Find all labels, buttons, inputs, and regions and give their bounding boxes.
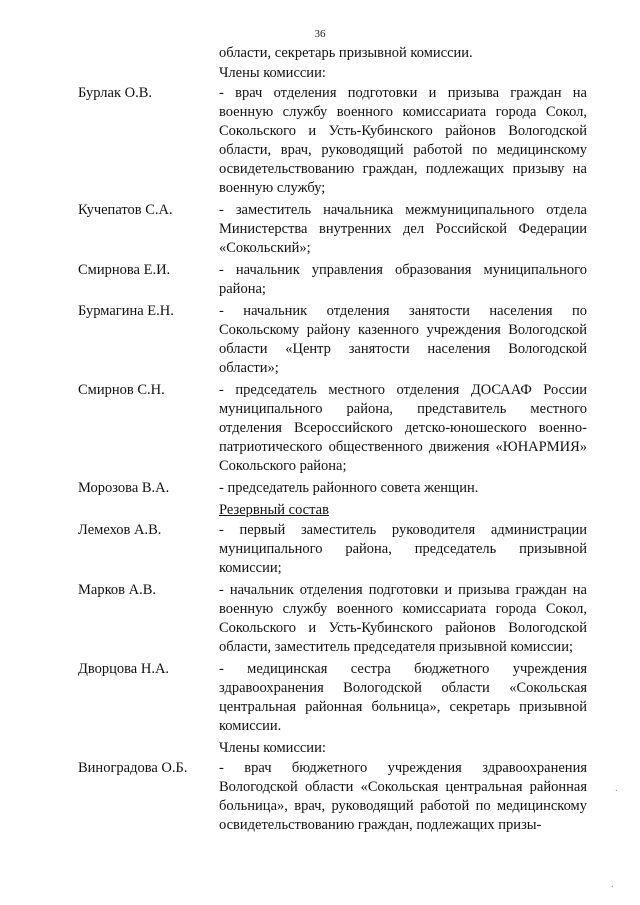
member-entry xyxy=(0,302,640,378)
member-entry xyxy=(0,261,640,299)
member-entry xyxy=(0,84,640,198)
scan-speck: · xyxy=(610,882,614,893)
continuation-text: области, секретарь призывной комиссии. xyxy=(219,45,473,61)
member-role: - начальник отделения занятости населения по Сокольскому району казенного учреждения Вологодской области «Центр занятости населения Вологодской области»; xyxy=(219,303,587,376)
member-entry xyxy=(0,381,640,476)
reserve-member-role: - врач бюджетного учреждения здравоохранения Вологодской области «Сокольская центральная районная больница», врач, руководящий работой по медицинскому освидетельствованию граждан, подлежащих призы- xyxy=(219,760,587,833)
reserve-role: - начальник отделения подготовки и призыва граждан на военную службу военного комиссариата города Сокол, Сокольского и Усть-Кубинского районов Вологодской области, заместитель председателя призывной комиссии; xyxy=(219,582,587,655)
member-name: Бурлак О.В. xyxy=(78,85,153,101)
member-name: Смирнова Е.И. xyxy=(78,262,171,278)
reserve-name: Дворцова Н.А. xyxy=(78,661,170,677)
reserve-member-name: Виноградова О.Б. xyxy=(78,760,188,776)
reserve-name: Марков А.В. xyxy=(78,582,157,598)
member-name: Смирнов С.Н. xyxy=(78,382,165,398)
member-name: Кучепатов С.А. xyxy=(78,202,173,218)
reserve-role: - медицинская сестра бюджетного учреждения здравоохранения Вологодской области «Сокольская центральная районная больница», секретарь призывной комиссии. xyxy=(219,661,587,734)
reserve-entry xyxy=(0,660,640,736)
members-heading-reserve: Члены комиссии: xyxy=(219,740,326,756)
reserve-members-list xyxy=(0,759,640,835)
reserve-entry xyxy=(0,581,640,657)
page-number: 36 xyxy=(314,28,326,40)
reserve-name: Лемехов А.В. xyxy=(78,522,162,538)
members-list xyxy=(0,84,640,498)
member-role: - врач отделения подготовки и призыва граждан на военную службу военного комиссариата города Сокол, Сокольского и Усть-Кубинского районов Вологодской области, врач, руководящий работой по медицинскому освидетельствованию граждан, подлежащих призыву на военную службу; xyxy=(219,85,587,196)
member-name: Морозова В.А. xyxy=(78,480,170,496)
member-role: - заместитель начальника межмуниципального отдела Министерства внутренних дел Российской Федерации «Сокольский»; xyxy=(219,202,587,256)
scan-speck: · xyxy=(614,786,618,797)
reserve-member-entry xyxy=(0,759,640,835)
member-role: - председатель местного отделения ДОСААФ России муниципального района, представитель местного отделения Всероссийского детско-юношеского военно-патриотического общественного движения «ЮНАРМИЯ» Сокольского района; xyxy=(219,382,587,474)
members-heading: Члены комиссии: xyxy=(219,65,326,81)
reserve-entry xyxy=(0,521,640,578)
member-role: - председатель районного совета женщин. xyxy=(219,480,479,496)
member-entry xyxy=(0,479,640,498)
reserve-list xyxy=(0,521,640,736)
document-content xyxy=(0,44,640,838)
member-role: - начальник управления образования муниципального района; xyxy=(219,262,587,297)
member-entry xyxy=(0,201,640,258)
member-name: Бурмагина Е.Н. xyxy=(78,303,174,319)
reserve-heading: Резервный состав xyxy=(219,502,329,518)
reserve-role: - первый заместитель руководителя администрации муниципального района, председатель призывной комиссии; xyxy=(219,522,587,576)
